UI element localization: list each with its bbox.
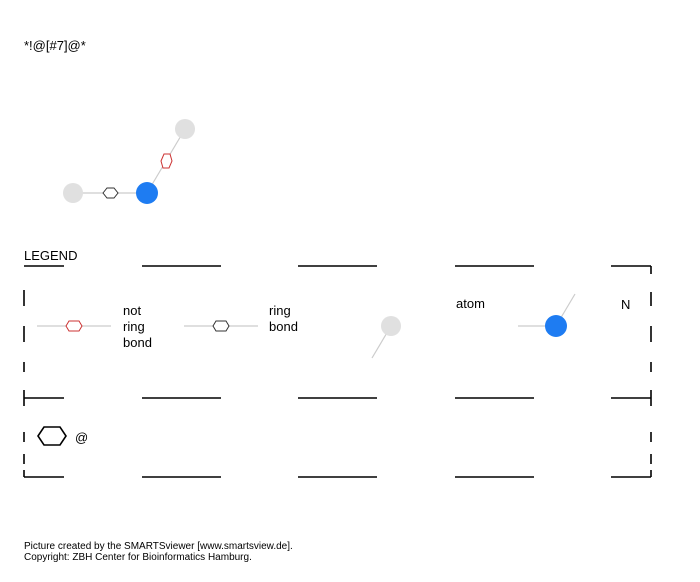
- legend-any-atom-symbol: [372, 316, 401, 358]
- legend-ring-closure-symbol: [38, 427, 66, 445]
- legend-title: LEGEND: [24, 248, 78, 263]
- legend-atom-element-label: N: [621, 297, 631, 312]
- molecule-graph: [63, 119, 195, 204]
- legend-not-ring-bond-label: not ring bond: [123, 303, 152, 350]
- legend-ring-bond-symbol: [184, 321, 258, 331]
- legend-atom-label: atom: [456, 296, 485, 311]
- legend-nitrogen-atom-symbol: [518, 294, 575, 337]
- legend-frame: [24, 266, 651, 477]
- credit-line-2: Copyright: ZBH Center for Bioinformatics Hamburg.: [24, 552, 252, 563]
- legend-ring-bond-label: ring bond: [269, 303, 298, 334]
- any-atom-top: [175, 119, 195, 139]
- any-atom-left: [63, 183, 83, 203]
- legend-not-ring-bond-symbol: [37, 321, 111, 331]
- ring-bond-marker: [103, 188, 118, 198]
- not-ring-bond-marker: [161, 154, 172, 168]
- smarts-title: *!@[#7]@*: [24, 38, 86, 53]
- credit-line-1: Picture created by the SMARTSviewer [www.smartsview.de].: [24, 541, 293, 552]
- nitrogen-atom: [136, 182, 158, 204]
- legend-ring-closure-label: @: [75, 430, 89, 445]
